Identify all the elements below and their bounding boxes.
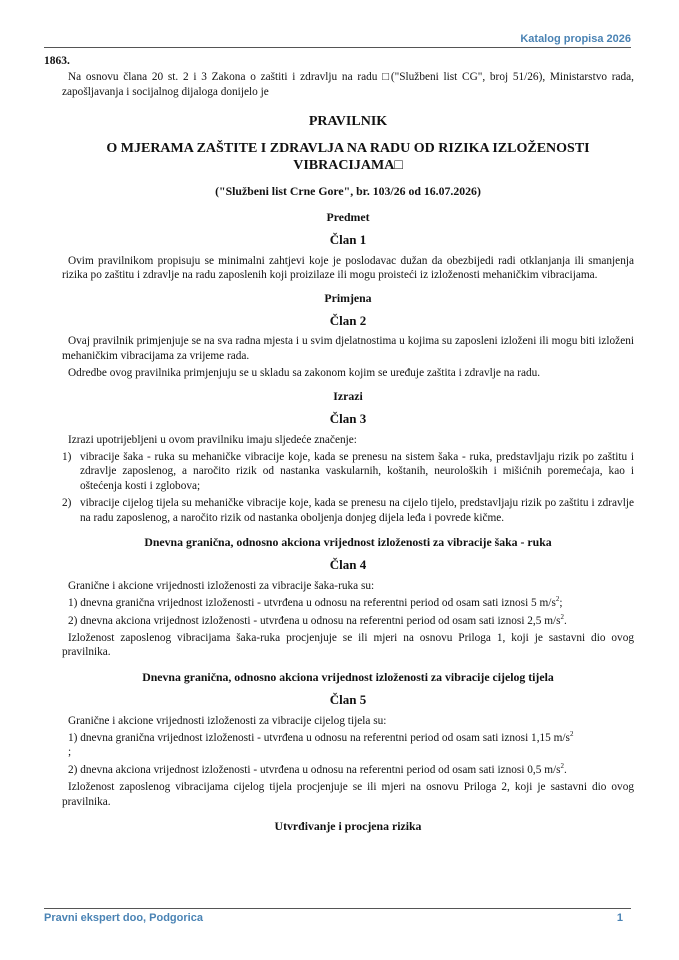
footer-publisher: Pravni ekspert doo, Podgorica (44, 912, 203, 924)
section-heading-primjena: Primjena (324, 290, 372, 305)
article-5-title: Član 5 (329, 692, 367, 708)
article-5-item-2: 2) dnevna akciona vrijednost izloženosti - utvrđena u odnosu na referentni period od osam sati iznosi 0,5 $m/s^2$. (68, 762, 567, 776)
article-4-intro: Granične i akcione vrijednosti izloženosti za vibracije šaka-ruka su: (68, 579, 375, 592)
footer-page-number: 1 (616, 912, 623, 924)
article-2-paragraph-2: Odredbe ovog pravilnika primjenjuju se u skladu sa zakonom kojim se uređuje zaštita i zdravlje na radu. (68, 367, 541, 380)
document-number: 1863. (44, 55, 70, 67)
section-heading-izrazi: Izrazi (333, 388, 363, 403)
section-heading-whole-body: Dnevna granična, odnosno akciona vrijednost izloženosti za vibracije cijelog tijela (142, 669, 554, 684)
section-heading-risk-assessment: Utvrđivanje i procjena rizika (274, 819, 422, 834)
article-2-paragraph-1: Ovaj pravilnik primjenjuje se na sva radna mjesta i u svim djelatnostima u kojima su zaposleni izloženi ili mogu biti izloženi mehaničkim vibracijama za vrijeme rada. (62, 335, 634, 362)
section-heading-predmet: Predmet (326, 210, 370, 225)
catalog-header-title: Katalog propisa 2026 (520, 33, 631, 45)
article-4-item-1: 1) dnevna granična vrijednost izloženosti - utvrđena u odnosu na referentni period od osam sati iznosi 5 $m/s^2$; (68, 595, 563, 610)
document-title: PRAVILNIK (308, 114, 388, 130)
article-1-paragraph: Ovim pravilnikom propisuju se minimalni zahtjevi koje je poslodavac dužan da obezbijedi radi otklanjanja ili smanjenja rizika po zaštitu i zdravlje na radu zaposlenih koji proizilaze ili mogu proisteći iz izloženosti mehaničkim vibracijama. (62, 254, 634, 282)
gazette-reference: ("Službeni list Crne Gore", br. 103/26 od 16.07.2026) (215, 183, 481, 198)
preamble: Na osnovu člana 20 st. 2 i 3 Zakona o zaštiti i zdravlju na radu □("Službeni list CG", broj 51/26), Ministarstvo rada, zapošljavanja i socijalnog dijaloga donijelo je (62, 71, 634, 98)
article-5-item-1: 1) dnevna granična vrijednost izloženosti - utvrđena u odnosu na referentni period od osam sati iznosi 1,15 $m/s^2$ ; (68, 730, 574, 759)
article-2-title: Član 2 (329, 313, 367, 329)
document-body (44, 54, 634, 842)
article-4-title: Član 4 (329, 557, 367, 573)
section-heading-hand-arm: Dnevna granična, odnosno akciona vrijednost izloženosti za vibracije šaka - ruka (144, 534, 552, 549)
article-4-item-2: 2) dnevna akciona vrijednost izloženosti - utvrđena u odnosu na referentni period od osam sati iznosi 2,5 $m/s^2$. (68, 612, 567, 627)
article-5-paragraph: Izloženost zaposlenog vibracijama cijelog tijela procjenjuje se ili mjeri na osnovu Priloga 2, koji je sastavni dio ovog pravilnika. (62, 781, 634, 808)
footer-divider (44, 908, 631, 909)
article-1-title: Član 1 (329, 232, 367, 248)
document-subtitle: O MJERAMA ZAŠTITE I ZDRAVLJA NA RADU OD RIZIKA IZLOŽENOSTI VIBRACIJAMA□ (106, 140, 590, 173)
article-3-intro: Izrazi upotrijebljeni u ovom pravilniku imaju sljedeće značenje: (68, 433, 357, 446)
article-5-intro: Granične i akcione vrijednosti izloženosti za vibracije cijelog tijela su: (68, 714, 387, 727)
header-divider (44, 47, 631, 48)
article-3-item-2: 2) vibracije cijelog tijela su mehaničke vibracije koje, kada se prenesu na cijelo tijelo, predstavljaju rizik po zaštitu i zdravlje na radu zaposlenog, a naročito rizik od nastanka oboljenja donjeg dijela leđa i povrede kičme. (62, 497, 634, 524)
article-3-item-1: 1) vibracije šaka - ruka su mehaničke vibracije koje, kada se prenesu na sistem šaka - ruka, predstavljaju rizik po zaštitu i zdravlje zaposlenog, a naročito rizik od nastanka vaskularnih, koštanih, neuroloških i mišićnih poremećaja, kao i oštećenja kosti i zglobova; (62, 450, 634, 492)
box-glyph: □ (394, 157, 403, 173)
article-3-title: Član 3 (329, 411, 367, 427)
box-glyph: □ (382, 71, 391, 84)
article-4-paragraph: Izloženost zaposlenog vibracijama šaka-ruka procjenjuje se ili mjeri na osnovu Priloga 1, koji je sastavni dio ovog pravilnika. (62, 631, 634, 659)
